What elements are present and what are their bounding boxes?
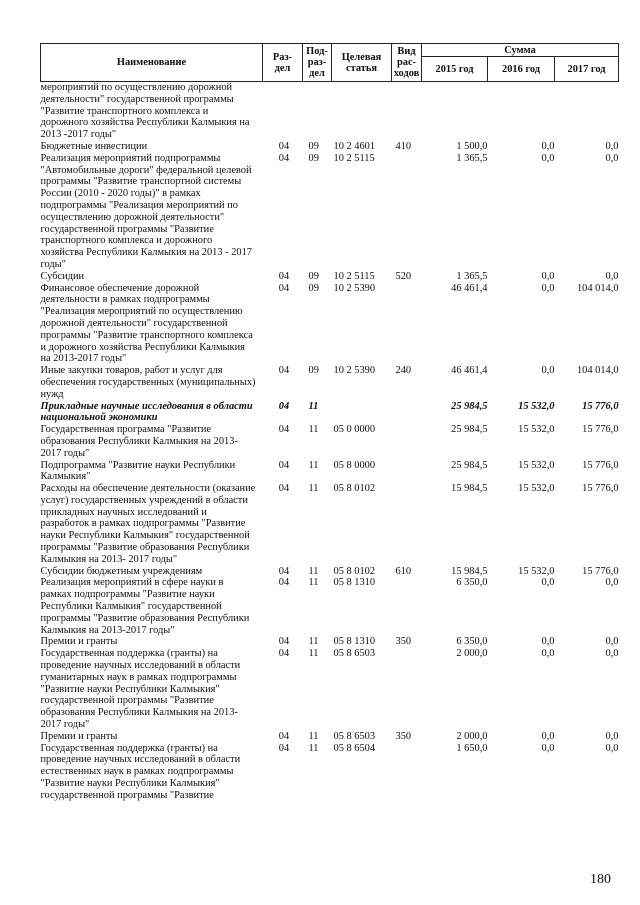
row-podrazdel: 11 <box>308 483 319 495</box>
table-row <box>41 648 619 731</box>
header-vid: Вид рас- ходов <box>392 44 422 82</box>
row-razdel: 04 <box>278 742 290 754</box>
row-podrazdel: 11 <box>308 648 319 660</box>
row-podrazdel: 09 <box>308 270 319 282</box>
row-sum-2016: 15 532,0 <box>518 483 555 495</box>
row-podrazdel: 09 <box>308 282 319 294</box>
table-row <box>41 460 619 484</box>
row-sum-2016: 15 532,0 <box>518 424 555 436</box>
row-razdel: 04 <box>278 400 290 412</box>
row-podrazdel: 11 <box>308 424 319 436</box>
table-row <box>41 141 619 153</box>
table-row <box>41 365 619 400</box>
table-row <box>41 401 619 425</box>
row-sum-2016 <box>488 82 555 141</box>
row-sum-2016: 0,0 <box>541 742 555 754</box>
row-sum-2017: 15 776,0 <box>582 565 619 577</box>
row-razdel: 04 <box>278 577 290 589</box>
row-sum-2015: 1 500,0 <box>456 140 488 152</box>
row-celevaya-statya: 10 2 5115 <box>333 152 375 164</box>
row-vid-rashodov <box>392 483 422 566</box>
row-razdel: 04 <box>278 483 290 495</box>
table-row <box>41 483 619 566</box>
header-summa: Сумма <box>422 44 619 57</box>
row-sum-2017: 15 776,0 <box>582 459 619 471</box>
row-celevaya-statya: 05 8 1310 <box>333 636 376 648</box>
row-celevaya-statya: 05 8 6504 <box>333 742 376 754</box>
row-podrazdel: 11 <box>308 459 319 471</box>
row-name: Премии и гранты <box>40 730 118 742</box>
row-sum-2015: 2 000,0 <box>456 730 488 742</box>
header-podrazdel: Под- раз- дел <box>303 44 332 82</box>
row-name: Подпрограмма "Развитие науки Республики Калмыкия" <box>40 459 236 483</box>
row-vid-rashodov: 410 <box>395 140 412 152</box>
table-body <box>41 82 619 802</box>
row-vid-rashodov: 350 <box>395 730 412 742</box>
header-year-2017: 2017 год <box>555 57 619 82</box>
row-sum-2016: 0,0 <box>541 365 555 377</box>
row-sum-2017: 0,0 <box>605 270 619 282</box>
row-sum-2015: 2 000,0 <box>456 648 488 660</box>
row-sum-2016: 0,0 <box>541 282 555 294</box>
table-row <box>41 731 619 743</box>
row-razdel: 04 <box>278 152 290 164</box>
table-row <box>41 283 619 366</box>
row-vid-rashodov: 610 <box>395 565 412 577</box>
row-razdel: 04 <box>278 270 290 282</box>
row-sum-2016: 0,0 <box>541 730 555 742</box>
row-sum-2017: 15 776,0 <box>582 400 619 412</box>
row-name: Реализация мероприятий в сфере науки в рамках подпрограммы "Развитие науки Республики Калмыкия" государственной программы "Развитие образования Республики Калмыкия на 2013-2017 годы" <box>40 577 250 636</box>
row-vid-rashodov <box>392 283 422 366</box>
row-sum-2015: 15 984,5 <box>451 483 488 495</box>
row-celevaya-statya: 05 8 6503 <box>333 730 376 742</box>
row-sum-2016: 0,0 <box>541 636 555 648</box>
row-name: Прикладные научные исследования в области национальной экономики <box>40 400 253 424</box>
row-celevaya-statya: 10 2 5115 <box>333 270 375 282</box>
row-podrazdel <box>303 82 332 141</box>
row-name: Государственная поддержка (гранты) на проведение научных исследований в области гуманитарных наук в рамках подпрограммы "Развитие науки Республики Калмыкия" государственной программы "Развитие образования Республики Калмыкия на 2013- 2017 годы" <box>40 648 241 731</box>
row-sum-2017: 0,0 <box>605 648 619 660</box>
row-name: Субсидии бюджетным учреждениям <box>40 565 203 577</box>
row-name: Субсидии <box>40 270 85 282</box>
row-podrazdel: 11 <box>308 636 319 648</box>
row-name: Иные закупки товаров, работ и услуг для обеспечения государственных (муниципальных) нужд <box>40 365 256 400</box>
row-name: Премии и гранты <box>40 636 118 648</box>
row-podrazdel: 11 <box>308 577 319 589</box>
row-name: Реализация мероприятий подпрограммы "Автомобильные дороги" федеральной целевой программы "Развитие транспортной системы России (2010 - 2020 годы)" в рамках подпрограммы "Реализация мероприятий по осуществлению дорожной деятельности" государственной программы "Развитие транспортного комплекса и дорожного хозяйства Республики Калмыкия на 2013 - 2017 годы" <box>40 152 253 270</box>
header-razdel: Раз- дел <box>263 44 303 82</box>
row-vid-rashodov: 240 <box>395 365 412 377</box>
row-sum-2015: 1 650,0 <box>456 742 488 754</box>
row-vid-rashodov <box>392 648 422 731</box>
table-row <box>41 577 619 636</box>
table-header <box>41 44 619 82</box>
row-sum-2015: 46 461,4 <box>451 365 488 377</box>
row-celevaya-statya <box>332 82 392 141</box>
row-sum-2017: 0,0 <box>605 742 619 754</box>
row-celevaya-statya: 10 2 5390 <box>333 282 376 294</box>
header-celevaya: Целевая статья <box>332 44 392 82</box>
row-sum-2016: 0,0 <box>541 140 555 152</box>
row-podrazdel: 09 <box>308 365 319 377</box>
row-razdel: 04 <box>278 459 290 471</box>
row-celevaya-statya: 05 8 0000 <box>333 459 376 471</box>
row-vid-rashodov <box>392 577 422 636</box>
row-sum-2017 <box>555 82 619 141</box>
row-name: Бюджетные инвестиции <box>40 140 148 152</box>
row-name: Финансовое обеспечение дорожной деятельности в рамках подпрограммы "Реализация мероприятий по осуществлению дорожной деятельности" государственной программы "Развитие транспортного комплекса и дорожного хозяйства Республики Калмыкия на 2013-2017 годы" <box>40 282 253 365</box>
row-sum-2016: 0,0 <box>541 648 555 660</box>
row-sum-2017: 15 776,0 <box>582 483 619 495</box>
row-sum-2015: 1 365,5 <box>456 270 488 282</box>
row-razdel: 04 <box>278 565 290 577</box>
row-sum-2016: 15 532,0 <box>518 400 555 412</box>
row-sum-2015: 6 350,0 <box>456 577 488 589</box>
row-vid-rashodov <box>392 460 422 484</box>
row-celevaya-statya: 05 8 0102 <box>333 565 376 577</box>
row-celevaya-statya: 05 8 0102 <box>333 483 376 495</box>
row-sum-2017: 15 776,0 <box>582 424 619 436</box>
table-row <box>41 153 619 271</box>
table-row <box>41 743 619 802</box>
row-vid-rashodov: 520 <box>395 270 412 282</box>
row-razdel <box>263 82 303 141</box>
table-row <box>41 82 619 141</box>
row-sum-2016: 15 532,0 <box>518 565 555 577</box>
row-podrazdel: 11 <box>308 730 319 742</box>
row-razdel: 04 <box>278 730 290 742</box>
row-sum-2016: 0,0 <box>541 577 555 589</box>
row-sum-2015: 6 350,0 <box>456 636 488 648</box>
header-year-2015: 2015 год <box>422 57 488 82</box>
row-name: мероприятий по осуществлению дорожной деятельности" государственной программы "Развитие транспортного комплекса и дорожного хозяйства Республики Калмыкия на 2013 -2017 годы" <box>40 82 250 141</box>
row-podrazdel: 11 <box>308 742 319 754</box>
table-row <box>41 424 619 459</box>
row-celevaya-statya: 10 2 4601 <box>333 140 376 152</box>
row-sum-2017: 0,0 <box>605 730 619 742</box>
row-sum-2017: 104 014,0 <box>576 365 619 377</box>
row-sum-2015: 25 984,5 <box>451 424 488 436</box>
row-vid-rashodov <box>392 82 422 141</box>
row-vid-rashodov <box>392 153 422 271</box>
row-podrazdel: 09 <box>308 140 319 152</box>
row-sum-2016: 0,0 <box>541 270 555 282</box>
row-sum-2017: 0,0 <box>605 140 619 152</box>
row-name: Государственная программа "Развитие образования Республики Калмыкия на 2013- 2017 годы" <box>40 424 238 459</box>
row-vid-rashodov <box>392 424 422 459</box>
header-name: Наименование <box>41 44 263 82</box>
row-sum-2015: 25 984,5 <box>451 400 488 412</box>
row-celevaya-statya: 05 8 6503 <box>333 648 376 660</box>
row-razdel: 04 <box>278 282 290 294</box>
row-vid-rashodov: 350 <box>395 636 412 648</box>
row-celevaya-statya: 05 8 1310 <box>333 577 376 589</box>
row-celevaya-statya: 05 0 0000 <box>333 424 376 436</box>
row-sum-2017: 0,0 <box>605 577 619 589</box>
row-razdel: 04 <box>278 648 290 660</box>
row-sum-2015: 15 984,5 <box>451 565 488 577</box>
row-sum-2016: 15 532,0 <box>518 459 555 471</box>
row-sum-2017: 104 014,0 <box>576 282 619 294</box>
table-row <box>41 566 619 578</box>
row-razdel: 04 <box>278 140 290 152</box>
table-row <box>41 636 619 648</box>
row-sum-2015: 25 984,5 <box>451 459 488 471</box>
row-razdel: 04 <box>278 636 290 648</box>
row-razdel: 04 <box>278 365 290 377</box>
row-vid-rashodov <box>392 743 422 802</box>
header-year-2016: 2016 год <box>488 57 555 82</box>
row-celevaya-statya: 10 2 5390 <box>333 365 376 377</box>
row-sum-2015: 46 461,4 <box>451 282 488 294</box>
row-sum-2015 <box>422 82 488 141</box>
row-podrazdel: 11 <box>308 400 319 412</box>
row-sum-2017: 0,0 <box>605 636 619 648</box>
row-podrazdel: 09 <box>308 152 319 164</box>
table-row <box>41 271 619 283</box>
row-sum-2016: 0,0 <box>541 152 555 164</box>
row-vid-rashodov <box>392 401 422 425</box>
row-name: Государственная поддержка (гранты) на проведение научных исследований в области естественных наук в рамках подпрограммы "Развитие науки Республики Калмыкия" государственной программы "Развитие <box>40 742 241 801</box>
row-podrazdel: 11 <box>308 565 319 577</box>
row-razdel: 04 <box>278 424 290 436</box>
page-number: 180 <box>590 872 611 887</box>
row-sum-2017: 0,0 <box>605 152 619 164</box>
budget-table <box>40 43 619 802</box>
row-celevaya-statya <box>332 401 392 425</box>
row-name: Расходы на обеспечение деятельности (оказание услуг) государственных учреждений в области прикладных научных исследований и разработок в рамках подпрограммы "Развитие науки Республики Калмыкия" государственной программы "Развитие образования Республики Калмыкия на 2013- 2017 годы" <box>40 483 256 565</box>
row-sum-2015: 1 365,5 <box>456 152 488 164</box>
